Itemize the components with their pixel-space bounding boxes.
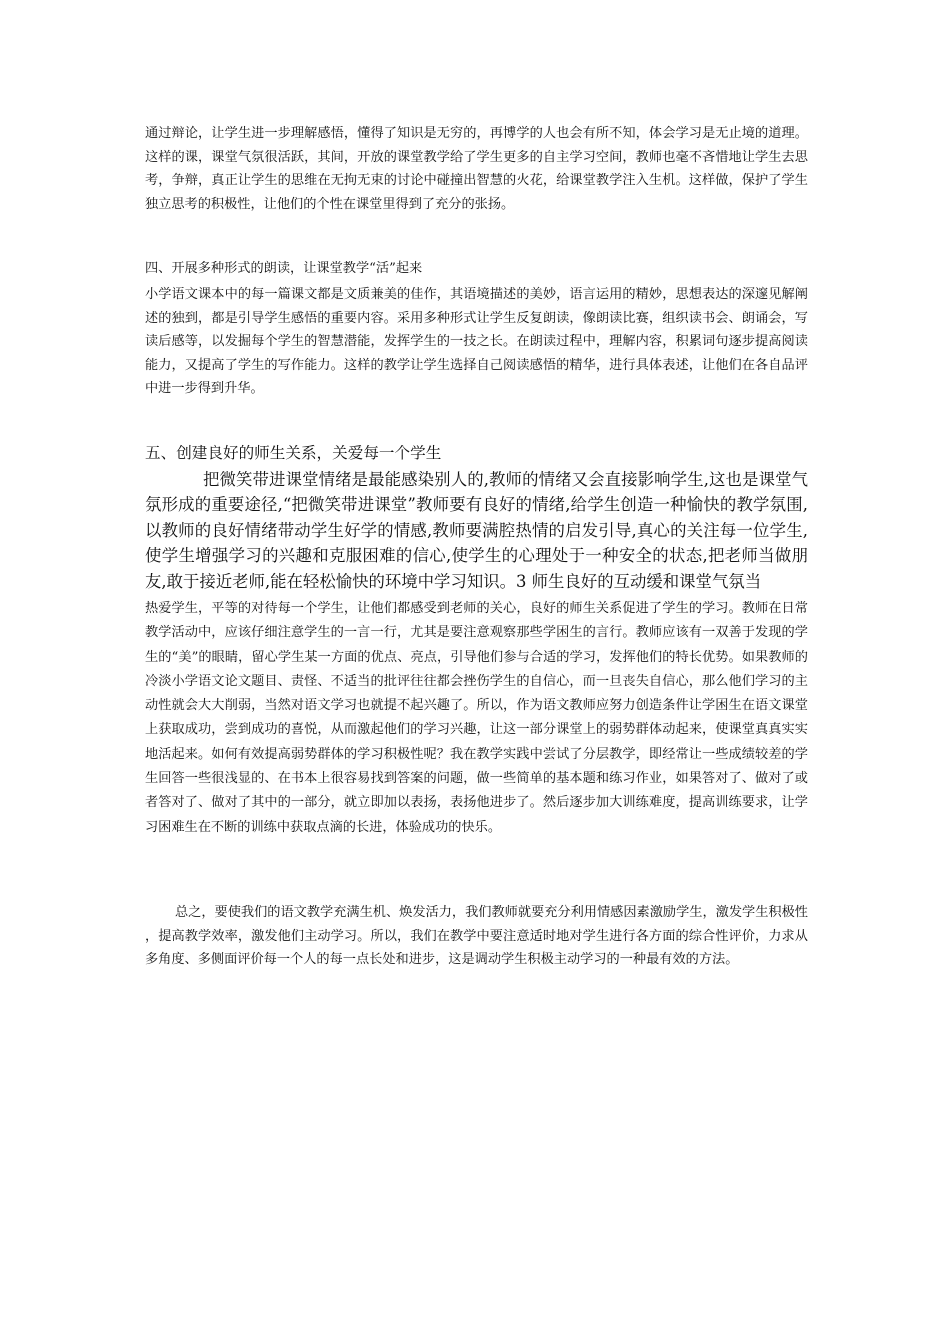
paragraph-love-students: 热爱学生，平等的对待每一个学生，让他们都感受到老师的关心，良好的师生关系促进了学生的学习。教师在日常教学活动中，应该仔细注意学生的一言一行，尤其是要注意观察那些学困生的言行。教师应该有一双善于发现的学生的“美”的眼睛，留心学生某一方面的优点、亮点，引导他们参与合适的学习，发挥他们的特长优势。如果教师的冷淡小学语文论文题目、责怪、不适当的批评往往都会挫伤学生的自信心，而一旦丧失自信心，那么他们学习的主动性就会大大削弱，当然对语文学习也就提不起兴趣了。所以，作为语文教师应努力创造条件让学困生在语文课堂上获取成功，尝到成功的喜悦，从而激起他们的学习兴趣，让这一部分课堂上的弱势群体动起来，使课堂真真实实地活起来。如何有效提高弱势群体的学习积极性呢？我在教学实践中尝试了分层教学，即经常让一些成绩较差的学生回答一些很浅显的、在书本上很容易找到答案的问题，做一些简单的基本题和练习作业，如果答对了、做对了或者答对了、做对了其中的一部分，就立即加以表扬，表扬他进步了。然后逐步加大训练难度，提高训练要求，让学习困难生在不断的训练中获取点滴的长进，体验成功的快乐。 bbox=[145, 601, 808, 835]
paragraph-conclusion: 总之，要使我们的语文教学充满生机、焕发活力，我们教师就要充分利用情感因素激励学生，激发学生积极性，提高教学效率，激发他们主动学习。所以，我们在教学中要注意适时地对学生进行各方面的综合性评价，力求从多角度、多侧面评价每一个人的每一点长处和进步，这是调动学生积极主动学习的一种最有效的方法。 bbox=[145, 905, 808, 968]
section-heading-reading: 四、开展多种形式的朗读，让课堂教学“活”起来 bbox=[145, 261, 423, 276]
section-heading-relationship: 五、创建良好的师生关系，关爱每一个学生 bbox=[145, 444, 442, 462]
paragraph-smile: 把微笑带进课堂情绪是最能感染别人的,教师的情绪又会直接影响学生,这也是课堂气氛形成的重要途径,“把微笑带进课堂”教师要有良好的情绪,给学生创造一种愉快的教学氛围,以教师的良好情绪带动学生好学的情感,教师要满腔热情的启发引导,真心的关注每一位学生,使学生增强学习的兴趣和克服困难的信心,使学生的心理处于一种安全的状态,把老师当做朋友,敢于接近老师,能在轻松愉快的环境中学习知识。3 师生良好的互动缓和课堂气氛当 bbox=[145, 470, 808, 591]
paragraph-debate: 通过辩论，让学生进一步理解感悟，懂得了知识是无穷的，再博学的人也会有所不知，体会学习是无止境的道理。这样的课，课堂气氛很活跃，其间，开放的课堂教学给了学生更多的自主学习空间，教师也毫不吝惜地让学生去思考，争辩，真正让学生的思维在无拘无束的讨论中碰撞出智慧的火花，给课堂教学注入生机。这样做，保护了学生独立思考的积极性，让他们的个性在课堂里得到了充分的张扬。 bbox=[145, 126, 808, 212]
paragraph-reading: 小学语文课本中的每一篇课文都是文质兼美的佳作，其语境描述的美妙，语言运用的精妙，思想表达的深邃见解阐述的独到，都是引导学生感悟的重要内容。采用多种形式让学生反复朗读，像朗读比赛，组织读书会、朗诵会，写读后感等，以发掘每个学生的智慧潜能，发挥学生的一技之长。在朗读过程中，理解内容，积累词句逐步提高阅读能力，又提高了学生的写作能力。这样的教学让学生选择自己阅读感悟的精华，进行具体表述，让他们在各自品评中进一步得到升华。 bbox=[145, 287, 808, 397]
